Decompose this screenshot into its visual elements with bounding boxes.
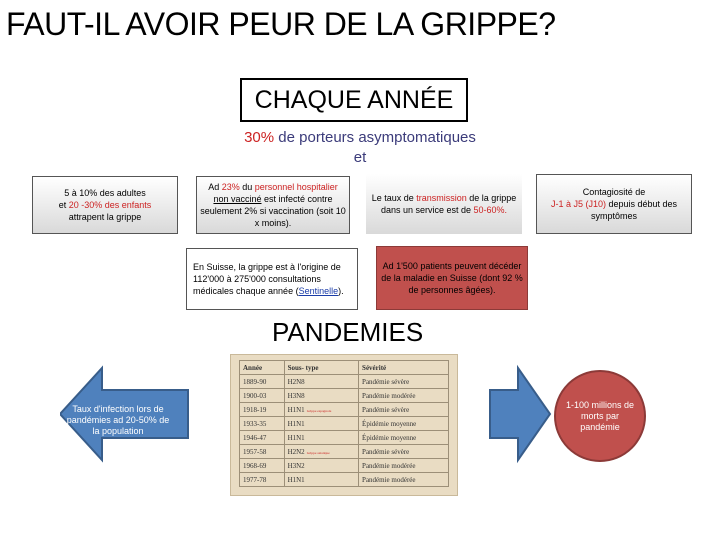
table-row: [240, 417, 449, 431]
cell-year: 1918-19: [240, 403, 285, 417]
pandemics-table: [239, 360, 449, 487]
subtype-text: H3N2: [287, 461, 305, 470]
table-row: [240, 473, 449, 487]
staff-personnel: personnel hospitalier: [254, 182, 338, 192]
deaths-box: [376, 246, 528, 310]
table-header-row: [240, 361, 449, 375]
adults-text: 5 à 10% des adultes: [64, 188, 146, 198]
staff-text-f: est infecté contre seulement 2% si vaccination (soit 10 x moins).: [200, 194, 346, 228]
arrow-right-icon: [488, 364, 552, 464]
deaths-per-pandemic-circle: [554, 370, 646, 462]
trans-text-a: Le taux de: [371, 193, 417, 203]
pandemic-name-note: Grippe asiatique: [306, 450, 330, 455]
subtype-text: H1N1: [287, 433, 305, 442]
suisse-text-b: ).: [338, 286, 344, 296]
transmission-box: [366, 174, 522, 234]
catch-flu-text: attrapent la grippe: [68, 212, 142, 222]
cell-subtype: [284, 375, 358, 389]
contag-days: J-1 à J5 (J10): [550, 199, 606, 209]
staff-percent: 23%: [221, 182, 240, 192]
cell-subtype: [284, 459, 358, 473]
cell-subtype: [284, 445, 358, 459]
staff-text-a: Ad: [208, 182, 222, 192]
carriers-text: de porteurs asymptomatiques: [274, 129, 476, 146]
cell-year: 1968-69: [240, 459, 285, 473]
cell-subtype: [284, 473, 358, 487]
deaths-per-pandemic-text: 1-100 millions de morts par pandémie: [565, 399, 635, 432]
col-header-subtype: Sous- type: [284, 361, 358, 375]
contagiosity-box: [536, 174, 692, 234]
cell-year: 1946-47: [240, 431, 285, 445]
subtype-text: H2N2: [287, 447, 305, 456]
subtype-text: H1N1: [287, 475, 305, 484]
subtype-text: H3N8: [287, 391, 305, 400]
subtype-text: H1N1: [287, 405, 305, 414]
cell-year: 1889-90: [240, 375, 285, 389]
asymptomatic-carriers-text: [200, 128, 520, 168]
cell-severity: Pandémie modérée: [359, 459, 449, 473]
subtype-text: H1N1: [287, 419, 305, 428]
carriers-percent: 30%: [244, 129, 275, 146]
cell-severity: Pandémie sévère: [359, 403, 449, 417]
and-text: et: [58, 200, 69, 210]
cell-severity: Pandémie sévère: [359, 375, 449, 389]
table-row: [240, 445, 449, 459]
staff-unvaccinated: non vacciné: [213, 194, 262, 204]
cell-year: 1933-35: [240, 417, 285, 431]
cell-severity: Épidémie moyenne: [359, 431, 449, 445]
contag-text-c: depuis début des symptômes: [590, 199, 678, 221]
col-header-severity: Sévérité: [359, 361, 449, 375]
col-header-year: Année: [240, 361, 285, 375]
cell-severity: Pandémie modérée: [359, 473, 449, 487]
sentinelle-link[interactable]: Sentinelle: [298, 286, 339, 296]
children-text: 20 -30% des enfants: [68, 200, 152, 210]
pandemics-table-image: [230, 354, 458, 496]
cell-subtype: [284, 431, 358, 445]
trans-percent: 50-60%.: [473, 205, 508, 215]
table-row: [240, 375, 449, 389]
suisse-text-a: En Suisse, la grippe est à l'origine de 112'000 à 275'000 consultations médicales chaque année (: [193, 262, 341, 296]
contag-text-a: Contagiosité de: [582, 187, 646, 197]
cell-severity: Pandémie sévère: [359, 445, 449, 459]
table-row: [240, 459, 449, 473]
cell-severity: Pandémie modérée: [359, 389, 449, 403]
hospital-staff-box: [196, 176, 350, 234]
page-title: FAUT-IL AVOIR PEUR DE LA GRIPPE?: [6, 6, 556, 42]
cell-severity: Épidémie moyenne: [359, 417, 449, 431]
adults-children-box: [32, 176, 178, 234]
cell-year: 1900-03: [240, 389, 285, 403]
deaths-text: Ad 1'500 patients peuvent décéder de la maladie en Suisse (dont 92 % de personnes âgées).: [381, 261, 523, 295]
subtype-text: H2N8: [287, 377, 305, 386]
carriers-line2: et: [353, 149, 367, 166]
table-row: [240, 389, 449, 403]
table-row: [240, 431, 449, 445]
trans-text-c: de la grippe dans un service est de: [380, 193, 517, 215]
trans-keyword: transmission: [416, 193, 467, 203]
pandemics-heading: PANDEMIES: [272, 317, 424, 347]
switzerland-consultations-box: [186, 248, 358, 310]
cell-subtype: [284, 417, 358, 431]
table-row: [240, 403, 449, 417]
cell-year: 1977-78: [240, 473, 285, 487]
infection-rate-text: Taux d'infection lors de pandémies ad 20-50% de la population: [66, 404, 170, 436]
year-heading-box: CHAQUE ANNÉE: [240, 78, 468, 122]
staff-text-c: du: [239, 182, 255, 192]
cell-year: 1957-58: [240, 445, 285, 459]
cell-subtype: [284, 389, 358, 403]
cell-subtype: [284, 403, 358, 417]
pandemic-name-note: Grippe espagnole: [306, 408, 332, 413]
